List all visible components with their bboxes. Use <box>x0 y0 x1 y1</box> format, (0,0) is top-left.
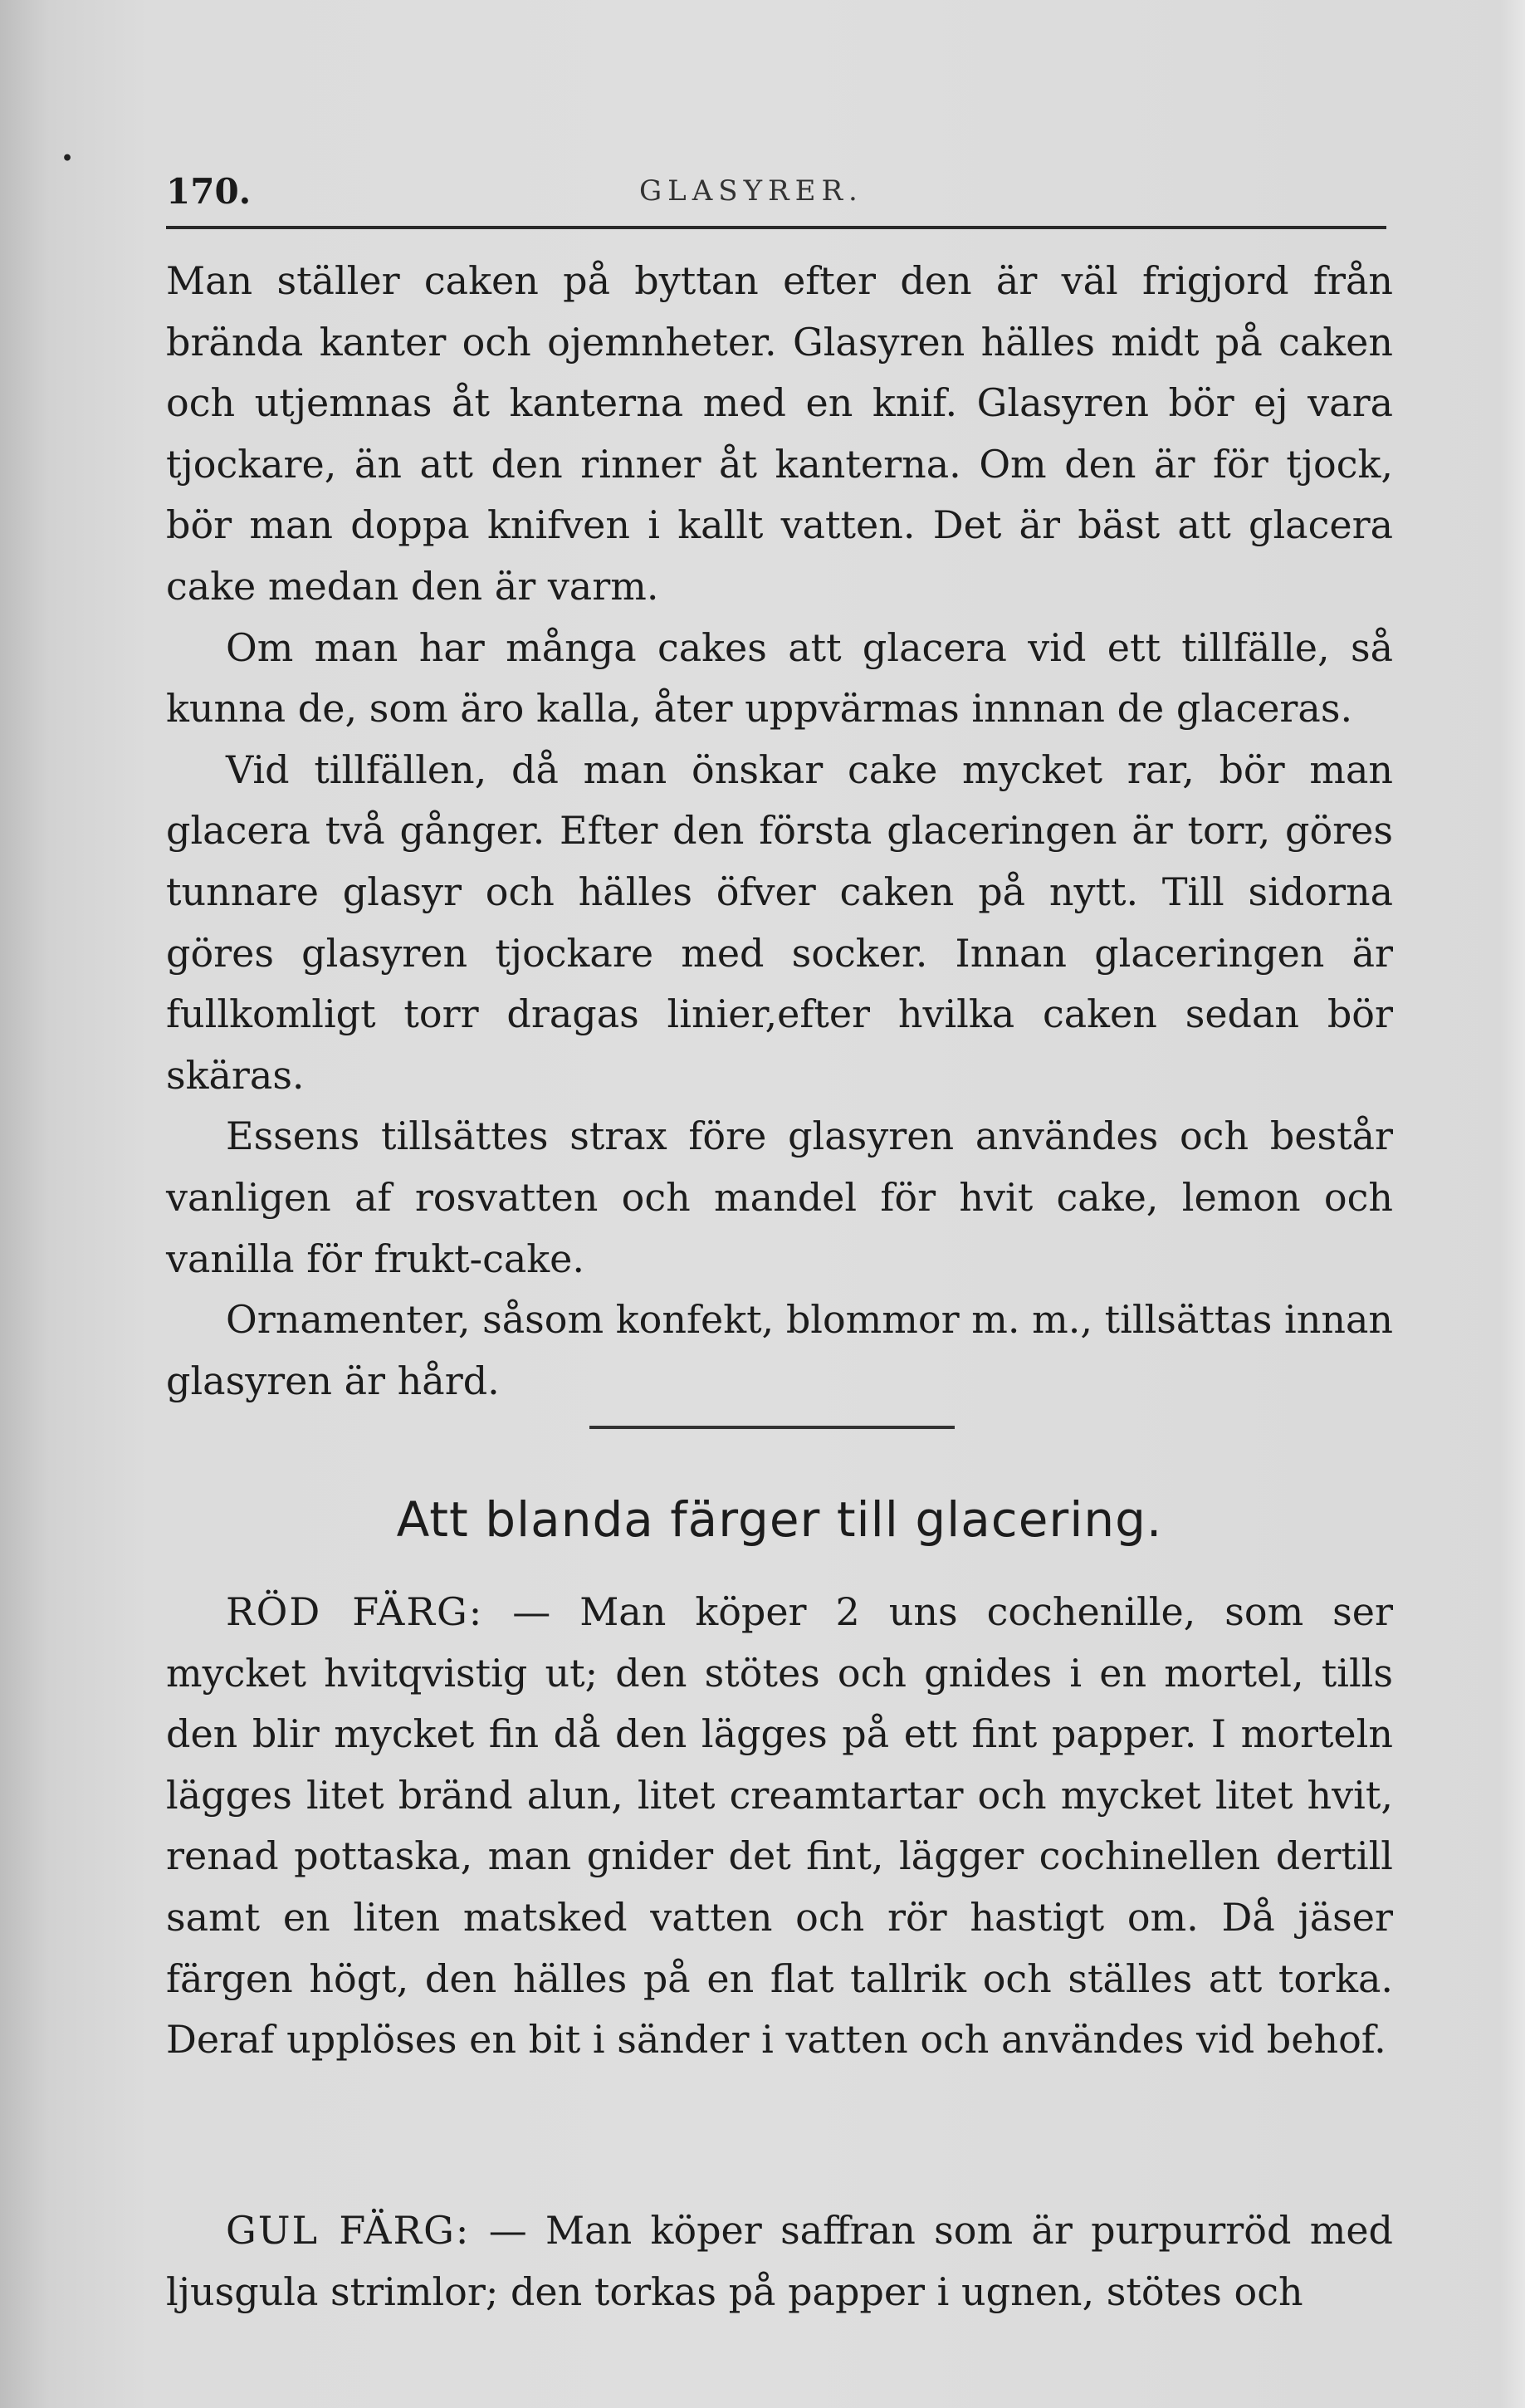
red-color-label: RÖD FÄRG: <box>226 1589 484 1634</box>
paragraph-yellow-color <box>166 2200 1393 2322</box>
page-header <box>166 171 1386 221</box>
page-number: 170. <box>166 171 252 212</box>
running-head: GLASYRER. <box>639 174 863 208</box>
red-color-text: — Man köper 2 uns cochenille, som ser mycket hvitqvistig ut; den stötes och gnides i en mortel, tills den blir mycket fin då den lägges på ett fint papper. I morteln lägges litet bränd alun, litet creamtartar och mycket litet hvit, renad pottaska, man gnider det fint, lägger cochinellen dertill samt en liten matsked vatten och rör hastigt om. Då jäser färgen högt, den hälles på en flat tallrik och ställes att torka. Deraf upplöses en bit i sänder i vatten och användes vid behof. <box>166 1589 1393 2063</box>
section-title: Att blanda färger till glacering. <box>396 1491 1163 1548</box>
body-text-top <box>166 251 1393 1412</box>
yellow-color-label: GUL FÄRG: <box>226 2208 471 2253</box>
paragraph-red-color <box>166 1582 1393 2071</box>
paragraph-essence: Essens tillsättes strax före glasyren användes och består vanligen af rosvatten och mandel för hvit cake, lemon och vanilla för frukt-cake. <box>166 1113 1393 1281</box>
paragraph-glazing-instructions: Man ställer caken på byttan efter den är väl frigjord från brända kanter och ojemnheter. Glasyren hälles midt på caken och utjemnas åt kanterna med en knif. Glasyren bör ej vara tjockare, än att den rinner åt kanterna. Om den är för tjock, bör man doppa knifven i kallt vatten. Det är bäst att glacera cake medan den är varm. <box>166 258 1393 609</box>
yellow-color-text: — Man köper saffran som är purpurröd med ljusgula strimlor; den torkas på papper i ugnen, stötes och <box>166 2208 1393 2314</box>
section-divider <box>589 1426 955 1429</box>
paragraph-many-cakes: Om man har många cakes att glacera vid ett tillfälle, så kunna de, som äro kalla, åter uppvärmas innnan de glaceras. <box>166 624 1393 732</box>
header-rule <box>166 226 1386 229</box>
paragraph-glaze-twice: Vid tillfällen, då man önskar cake mycket rar, bör man glacera två gånger. Efter den första glaceringen är torr, göres tunnare glasyr och hälles öfver caken på nytt. Till sidorna göres glasyren tjockare med socker. Innan glaceringen är fullkomligt torr dragas linier,efter hvilka caken sedan bör skäras. <box>166 746 1393 1098</box>
page-corner-mark: • <box>61 148 74 169</box>
paragraph-ornaments: Ornamenter, såsom konfekt, blommor m. m., tillsättas innan glasyren är hård. <box>166 1297 1393 1403</box>
